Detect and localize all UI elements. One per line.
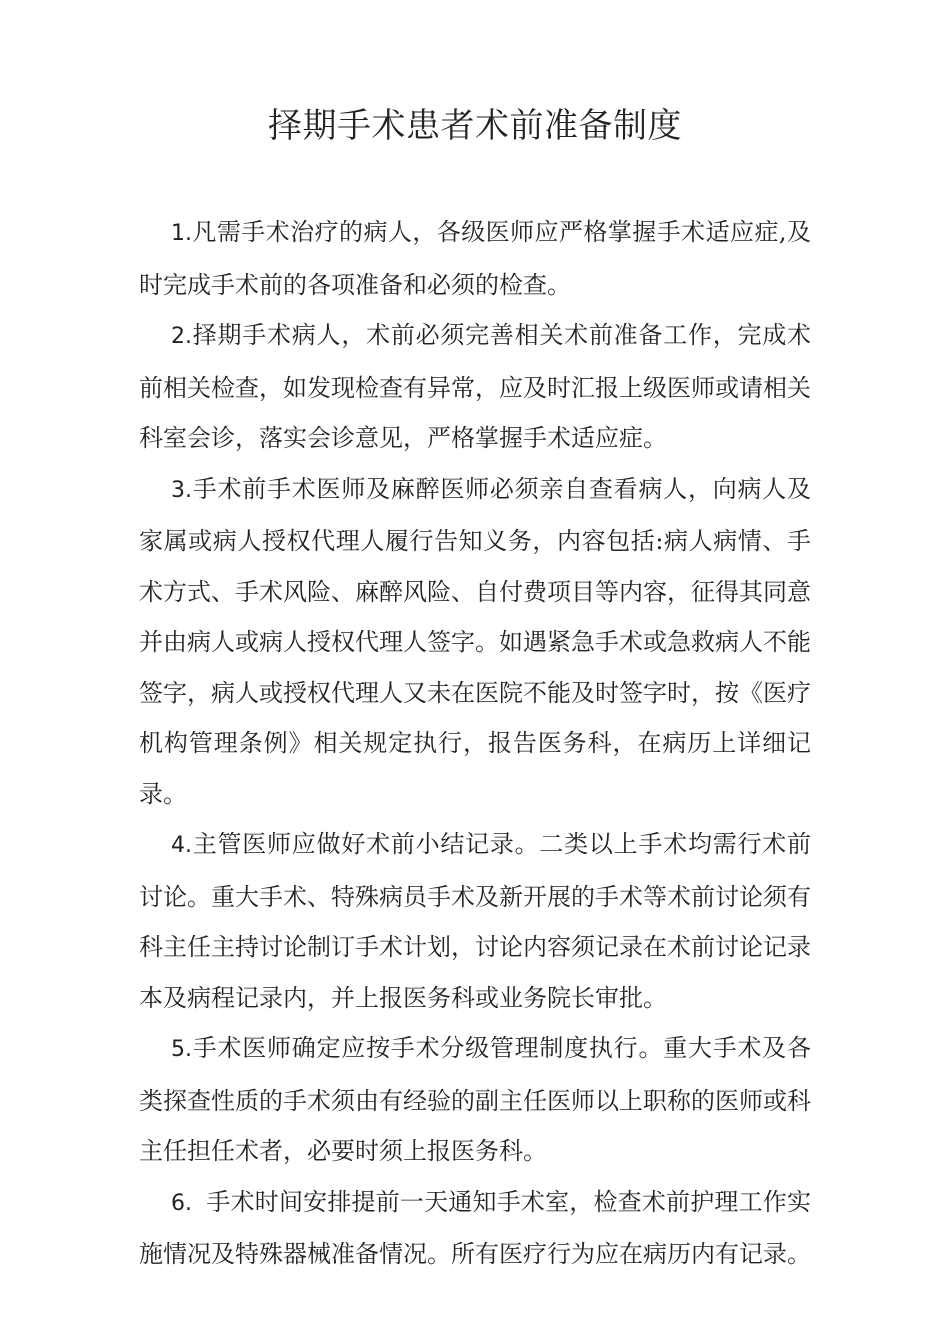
paragraph-number: 3. — [171, 477, 192, 503]
paragraph-4 — [139, 819, 811, 1023]
document-body — [139, 207, 811, 1280]
paragraph-number: 5. — [171, 1037, 192, 1062]
paragraph-3 — [139, 464, 811, 820]
paragraph-text: 主管医师应做好术前小结记录。二类以上手术均需行术前讨论。重大手术、特殊病员手术及新开展的手术等术前讨论须有科主任主持讨论制订手术计划，讨论内容须记录在术前讨论记录本及病程记录内，并上报医务科或业务院长审批。 — [139, 830, 811, 1012]
paragraph-6 — [139, 1177, 811, 1280]
paragraph-2 — [139, 310, 811, 464]
paragraph-5 — [139, 1023, 811, 1177]
paragraph-number: 2. — [171, 324, 192, 349]
paragraph-text: 手术医师确定应按手术分级管理制度执行。重大手术及各类探查性质的手术须由有经验的副主任医师以上职称的医师或科主任担任术者，必要时须上报医务科。 — [139, 1034, 811, 1165]
document-title: 择期手术患者术前准备制度 — [268, 106, 682, 146]
paragraph-text: 手术前手术医师及麻醉医师必须亲自查看病人，向病人及家属或病人授权代理人履行告知义务，内容包括:病人病情、手术方式、手术风险、麻醉风险、自付费项目等内容，征得其同意并由病人或病人授权代理人签字。如遇紧急手术或急救病人不能签字，病人或授权代理人又未在医院不能及时签字时，按《医疗机构管理条例》相关规定执行，报告医务科，在病历上详细记录。 — [139, 474, 811, 808]
paragraph-number: 1. — [171, 221, 192, 246]
paragraph-text: 凡需手术治疗的病人，各级医师应严格掌握手术适应症,及时完成手术前的各项准备和必须的检查。 — [139, 218, 811, 299]
paragraph-1 — [139, 207, 811, 310]
paragraph-text: 择期手术病人，术前必须完善相关术前准备工作，完成术前相关检查，如发现检查有异常，应及时汇报上级医师或请相关科室会诊，落实会诊意见，严格掌握手术适应症。 — [139, 321, 811, 452]
paragraph-text: 手术时间安排提前一天通知手术室，检查术前护理工作实施情况及特殊器械准备情况。所有医疗行为应在病历内有记录。 — [139, 1187, 812, 1268]
paragraph-number: 6. — [171, 1190, 207, 1216]
paragraph-number: 4. — [171, 833, 192, 858]
